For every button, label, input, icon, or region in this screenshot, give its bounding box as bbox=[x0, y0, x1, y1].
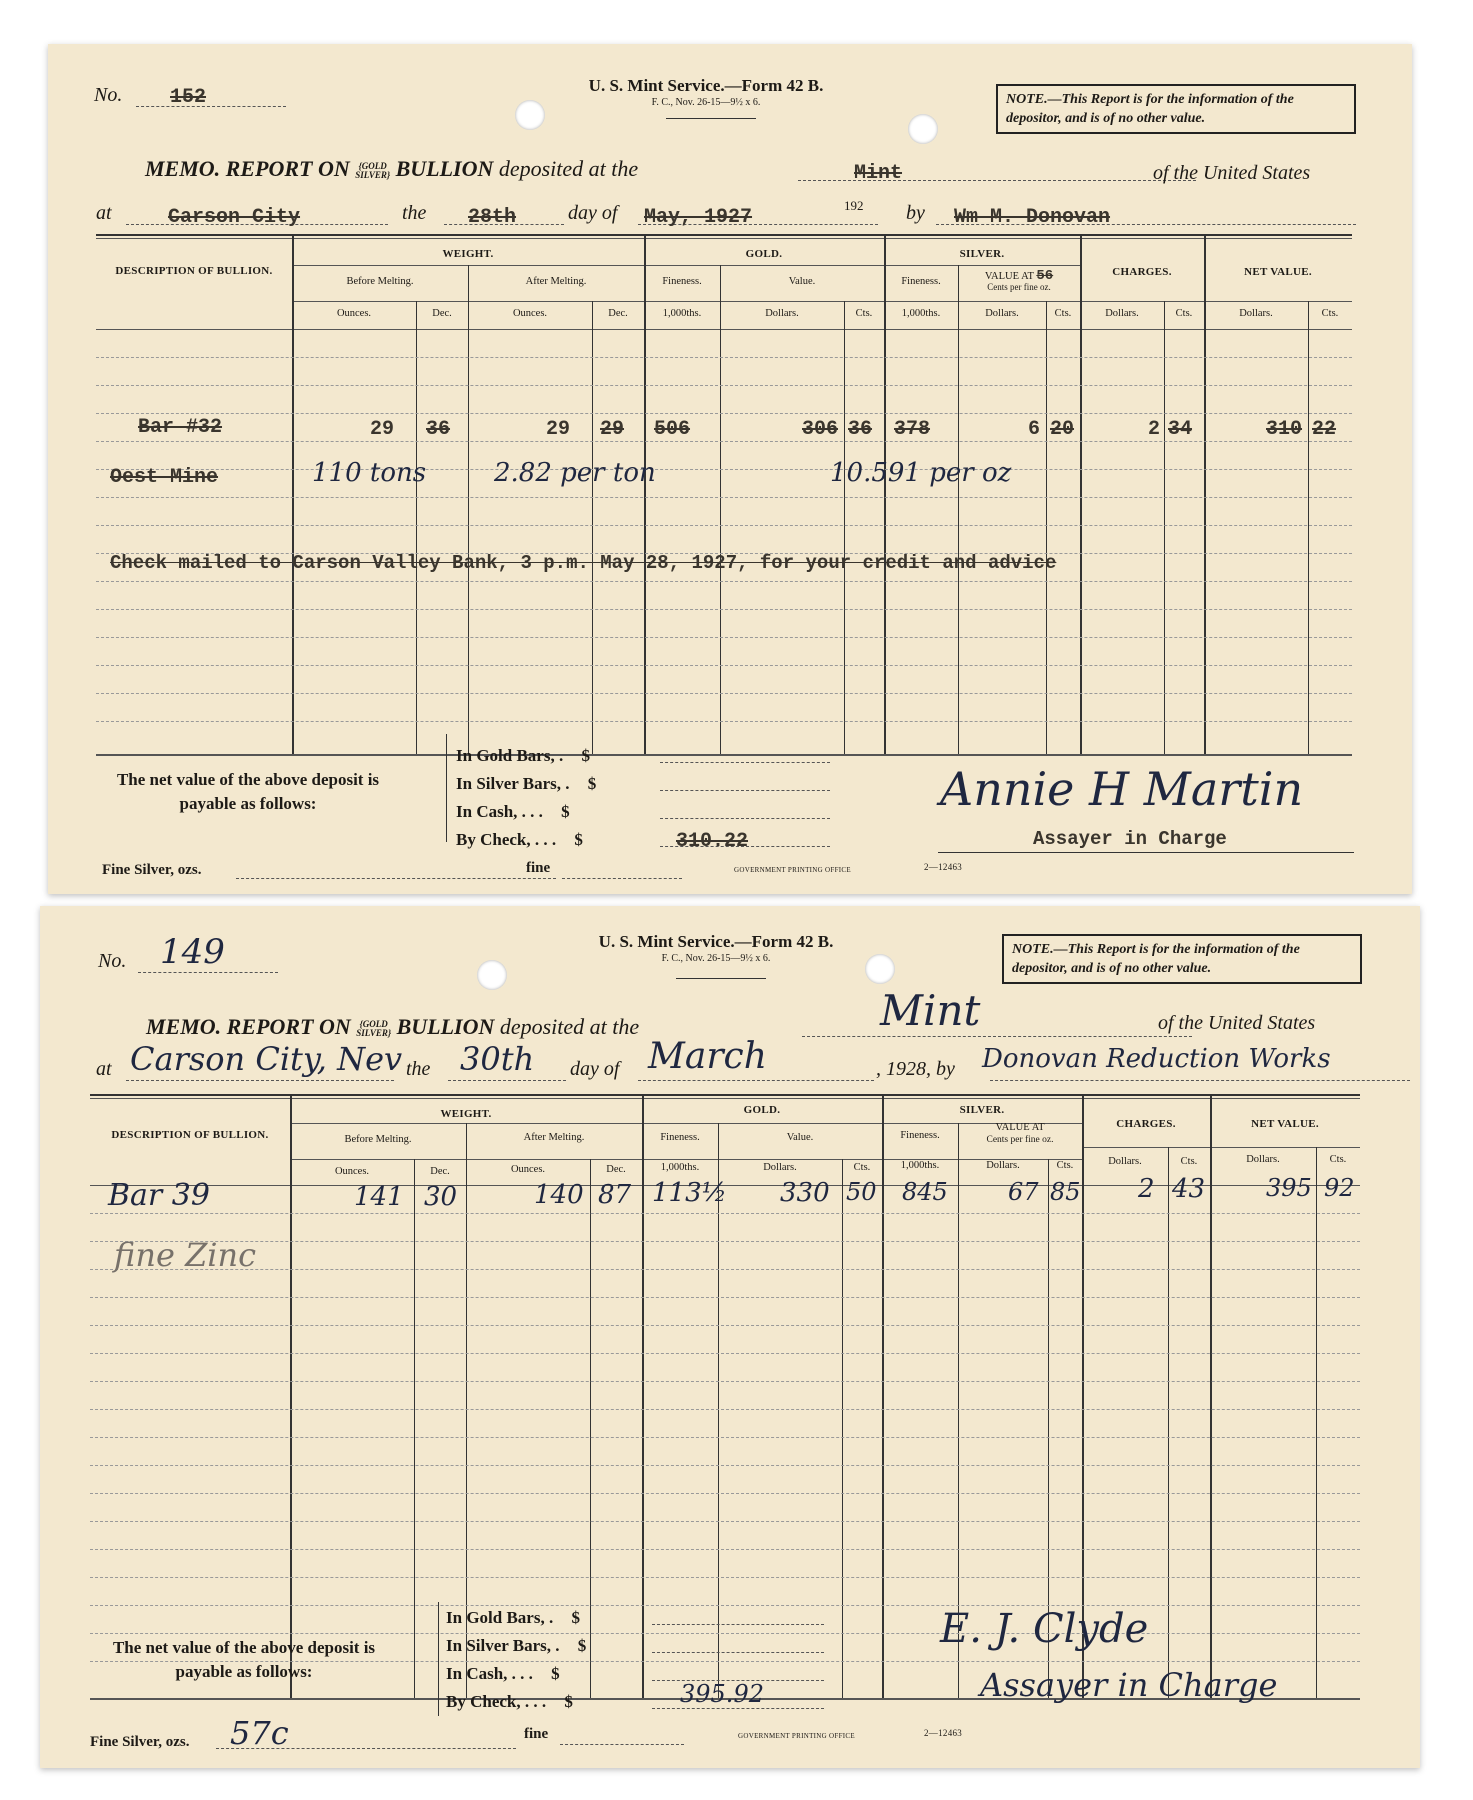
hdr-cts: Cts. bbox=[1054, 308, 1072, 319]
report-sheet-2 bbox=[40, 906, 1420, 1768]
after-ounces: 140 bbox=[534, 1180, 584, 1210]
number-label: No. bbox=[94, 84, 123, 106]
depositor: Wm M. Donovan bbox=[954, 206, 1111, 229]
net-cts: 22 bbox=[1312, 418, 1337, 441]
hdr-silver-value-at: VALUE AT 56 bbox=[984, 268, 1054, 284]
gold-cts: 36 bbox=[848, 418, 873, 441]
form-title: U. S. Mint Service.—Form 42 B. bbox=[588, 76, 824, 95]
assayer-signature: Annie H Martin bbox=[940, 762, 1304, 816]
assayer-signature: E. J. Clyde bbox=[940, 1606, 1149, 1652]
deposit-month-year: May, 1927 bbox=[644, 206, 753, 229]
gold-fineness: 113½ bbox=[652, 1178, 727, 1208]
gold-fineness: 506 bbox=[654, 418, 691, 441]
hdr-dec: Dec. bbox=[432, 308, 452, 319]
hdr-dollars: Dollars. bbox=[1108, 1156, 1142, 1167]
print-code: 2—12463 bbox=[924, 1728, 963, 1738]
memo-line: MEMO. REPORT ON {GOLD SILVER} BULLION deposited at the bbox=[146, 1014, 640, 1039]
note-per-ton: 2.82 per ton bbox=[494, 458, 656, 488]
depositor: Donovan Reduction Works bbox=[982, 1044, 1331, 1074]
note-box: NOTE.—This Report is for the information of the depositor, and is of no other value. bbox=[996, 84, 1356, 134]
pay-list bbox=[456, 742, 596, 854]
hdr-thousandths: 1,000ths. bbox=[662, 308, 702, 319]
deposit-city: Carson City bbox=[168, 206, 301, 229]
check-amount: 395.92 bbox=[680, 1680, 764, 1708]
silver-fineness: 845 bbox=[902, 1178, 948, 1206]
after-ounces: 29 bbox=[546, 418, 571, 441]
col-silver: SILVER. bbox=[959, 1104, 1005, 1116]
net-dollars: 395 bbox=[1266, 1174, 1312, 1202]
memo-lead: MEMO. REPORT ON bbox=[145, 156, 350, 181]
year-value: , 1928, by bbox=[876, 1058, 955, 1080]
number-label: No. bbox=[98, 950, 127, 972]
hdr-cts: Cts. bbox=[1175, 308, 1193, 319]
report-number: 149 bbox=[160, 932, 225, 972]
hdr-ounces: Ounces. bbox=[336, 308, 372, 319]
row2-description: Oest Mine bbox=[110, 466, 219, 489]
hdr-dollars: Dollars. bbox=[763, 1162, 797, 1173]
bullion-table bbox=[90, 1094, 1360, 1700]
check-amount: 310.22 bbox=[676, 830, 749, 853]
deposited-label: deposited at the bbox=[498, 156, 639, 181]
the-label: the bbox=[406, 1058, 431, 1080]
assayer-title: Assayer in Charge bbox=[1033, 828, 1227, 850]
pay-cash: In Cash, . . . $ bbox=[446, 1664, 560, 1683]
col-net-value: NET VALUE. bbox=[1244, 266, 1312, 278]
number-line bbox=[136, 106, 286, 107]
signature-line bbox=[938, 852, 1354, 853]
col-charges: CHARGES. bbox=[1116, 1118, 1176, 1130]
of-us-label: of the United States bbox=[1153, 162, 1311, 184]
deposit-day: 30th bbox=[460, 1040, 535, 1078]
payable-text: The net value of the above deposit is payable as follows: bbox=[112, 1638, 376, 1681]
hdr-dollars: Dollars. bbox=[985, 308, 1019, 319]
pay-check: By Check, . . . $ bbox=[446, 1692, 573, 1711]
hdr-cts: Cts. bbox=[1329, 1154, 1347, 1165]
col-weight: WEIGHT. bbox=[440, 1108, 492, 1120]
hdr-gold-value: Value. bbox=[788, 276, 816, 287]
charges-cts: 34 bbox=[1168, 418, 1193, 441]
before-dec: 30 bbox=[424, 1182, 458, 1212]
after-dec: 87 bbox=[598, 1180, 632, 1210]
fine-silver-label: Fine Silver, ozs. bbox=[102, 862, 202, 878]
fine-label: fine bbox=[526, 860, 551, 876]
hdr-dollars: Dollars. bbox=[1246, 1154, 1280, 1165]
memo-line bbox=[145, 156, 638, 182]
by-label: by bbox=[906, 202, 925, 224]
row-description: Bar 39 bbox=[108, 1178, 210, 1213]
hdr-cts: Cts. bbox=[1056, 1160, 1074, 1171]
gpo-mark: GOVERNMENT PRINTING OFFICE bbox=[738, 1732, 855, 1740]
pay-cash: In Cash, . . . $ bbox=[456, 802, 570, 821]
year-strike: 192 bbox=[844, 198, 864, 213]
silver-cts: 85 bbox=[1050, 1178, 1081, 1206]
hdr-silver-fineness: Fineness. bbox=[901, 276, 941, 287]
hdr-dec: Dec. bbox=[608, 308, 628, 319]
col-weight: WEIGHT. bbox=[442, 248, 494, 260]
silver-dollars: 67 bbox=[1008, 1178, 1039, 1206]
deposit-place: Mint bbox=[880, 986, 981, 1035]
deposit-month: March bbox=[648, 1036, 767, 1077]
pay-gold-bars: In Gold Bars, . $ bbox=[456, 746, 590, 765]
charges-cts: 43 bbox=[1172, 1174, 1206, 1204]
hdr-silver-fineness: Fineness. bbox=[900, 1130, 940, 1141]
title-rule bbox=[666, 118, 756, 119]
gpo-mark: GOVERNMENT PRINTING OFFICE bbox=[734, 866, 851, 874]
report-sheet-1 bbox=[48, 44, 1412, 894]
hdr-cts: Cts. bbox=[855, 308, 873, 319]
fine-label: fine bbox=[524, 1726, 549, 1742]
deposit-place: Mint bbox=[854, 162, 903, 185]
punch-hole bbox=[908, 114, 938, 144]
before-dec: 36 bbox=[426, 418, 451, 441]
form-title: U. S. Mint Service.—Form 42 B. bbox=[598, 932, 834, 951]
of-us-label: of the United States bbox=[1158, 1012, 1316, 1034]
fine-silver-label: Fine Silver, ozs. bbox=[90, 1734, 190, 1750]
pay-silver-bars: In Silver Bars, . $ bbox=[456, 774, 597, 793]
hdr-silver-value-at: VALUE AT bbox=[995, 1122, 1045, 1133]
report-number: 152 bbox=[170, 86, 207, 109]
form-subtitle: F. C., Nov. 26-15—9½ x 6. bbox=[661, 953, 771, 964]
col-description: DESCRIPTION OF BULLION. bbox=[115, 265, 273, 277]
row-description: Bar #32 bbox=[138, 416, 223, 439]
net-dollars: 310 bbox=[1266, 418, 1303, 441]
form-subtitle: F. C., Nov. 26-15—9½ x 6. bbox=[651, 97, 761, 108]
col-description: DESCRIPTION OF BULLION. bbox=[111, 1129, 269, 1141]
hdr-dec: Dec. bbox=[606, 1164, 626, 1175]
charges-dollars: 2 bbox=[1148, 418, 1161, 441]
charges-dollars: 2 bbox=[1138, 1174, 1155, 1204]
hdr-dollars: Dollars. bbox=[765, 308, 799, 319]
silver-dollars: 6 bbox=[1028, 418, 1041, 441]
hdr-cts: Cts. bbox=[1321, 308, 1339, 319]
print-code: 2—12463 bbox=[924, 862, 963, 872]
check-note: Check mailed to Carson Valley Bank, 3 p.m. May 28, 1927, for your credit and advice bbox=[110, 552, 1057, 574]
hdr-cents-per-oz: Cents per fine oz. bbox=[986, 1135, 1054, 1145]
gold-silver-bracket: {GOLD SILVER} bbox=[355, 160, 391, 180]
hdr-dollars: Dollars. bbox=[1239, 308, 1273, 319]
bullion-table bbox=[96, 234, 1352, 756]
hdr-dec: Dec. bbox=[430, 1166, 450, 1177]
hdr-thousandths: 1,000ths. bbox=[901, 308, 941, 319]
hdr-after-melting: After Melting. bbox=[525, 276, 587, 287]
silver-cts: 20 bbox=[1050, 418, 1075, 441]
pay-list bbox=[446, 1604, 586, 1716]
note-tons: 110 tons bbox=[312, 458, 427, 488]
col-silver: SILVER. bbox=[959, 248, 1005, 260]
col-net-value: NET VALUE. bbox=[1251, 1118, 1319, 1130]
hdr-dollars: Dollars. bbox=[1105, 308, 1139, 319]
before-ounces: 141 bbox=[354, 1182, 404, 1212]
note-box: NOTE.—This Report is for the information of the depositor, and is of no other value. bbox=[1002, 934, 1362, 984]
note-per-oz: 10.591 per oz bbox=[830, 458, 1012, 488]
day-of-label: day of bbox=[568, 202, 618, 224]
col-gold: GOLD. bbox=[743, 1104, 781, 1116]
gold-cts: 50 bbox=[846, 1178, 877, 1206]
before-ounces: 29 bbox=[370, 418, 395, 441]
fine-silver-value: 57c bbox=[230, 1714, 289, 1752]
the-label: the bbox=[402, 202, 427, 224]
pay-check: By Check, . . . $ bbox=[456, 830, 583, 849]
at-label: at bbox=[96, 1058, 112, 1080]
hdr-ounces: Ounces. bbox=[512, 308, 548, 319]
punch-hole bbox=[477, 960, 507, 990]
gold-dollars: 306 bbox=[802, 418, 839, 441]
hdr-before-melting: Before Melting. bbox=[344, 1134, 412, 1145]
deposit-day: 28th bbox=[468, 206, 517, 229]
net-cts: 92 bbox=[1324, 1174, 1355, 1202]
payable-text: The net value of the above deposit is payable as follows: bbox=[116, 770, 380, 813]
hdr-cents-per-oz: Cents per fine oz. bbox=[987, 282, 1051, 292]
hdr-dollars: Dollars. bbox=[986, 1160, 1020, 1171]
col-charges: CHARGES. bbox=[1112, 266, 1172, 278]
pay-bracket bbox=[446, 734, 447, 842]
hdr-ounces: Ounces. bbox=[510, 1164, 546, 1175]
at-label: at bbox=[96, 202, 112, 224]
hdr-ounces: Ounces. bbox=[334, 1166, 370, 1177]
hdr-cts: Cts. bbox=[1180, 1156, 1198, 1167]
hdr-gold-fineness: Fineness. bbox=[662, 276, 702, 287]
assayer-title: Assayer in Charge bbox=[980, 1666, 1278, 1704]
hdr-gold-fineness: Fineness. bbox=[660, 1132, 700, 1143]
hdr-gold-value: Value. bbox=[786, 1132, 814, 1143]
bullion-label: BULLION bbox=[395, 156, 494, 181]
hdr-after-melting: After Melting. bbox=[523, 1132, 585, 1143]
hdr-thousandths: 1,000ths. bbox=[660, 1162, 700, 1173]
col-gold: GOLD. bbox=[745, 248, 783, 260]
deposit-city: Carson City, Nev bbox=[130, 1040, 403, 1078]
hdr-thousandths: 1,000ths. bbox=[900, 1160, 940, 1171]
day-of-label: day of bbox=[570, 1058, 620, 1080]
gold-dollars: 330 bbox=[780, 1178, 830, 1208]
row2-description: fine Zinc bbox=[114, 1236, 257, 1274]
hdr-cts: Cts. bbox=[853, 1162, 871, 1173]
silver-fineness: 378 bbox=[894, 418, 931, 441]
hdr-before-melting: Before Melting. bbox=[346, 276, 414, 287]
pay-silver-bars: In Silver Bars, . $ bbox=[446, 1636, 587, 1655]
after-dec: 29 bbox=[600, 418, 625, 441]
pay-gold-bars: In Gold Bars, . $ bbox=[446, 1608, 580, 1627]
